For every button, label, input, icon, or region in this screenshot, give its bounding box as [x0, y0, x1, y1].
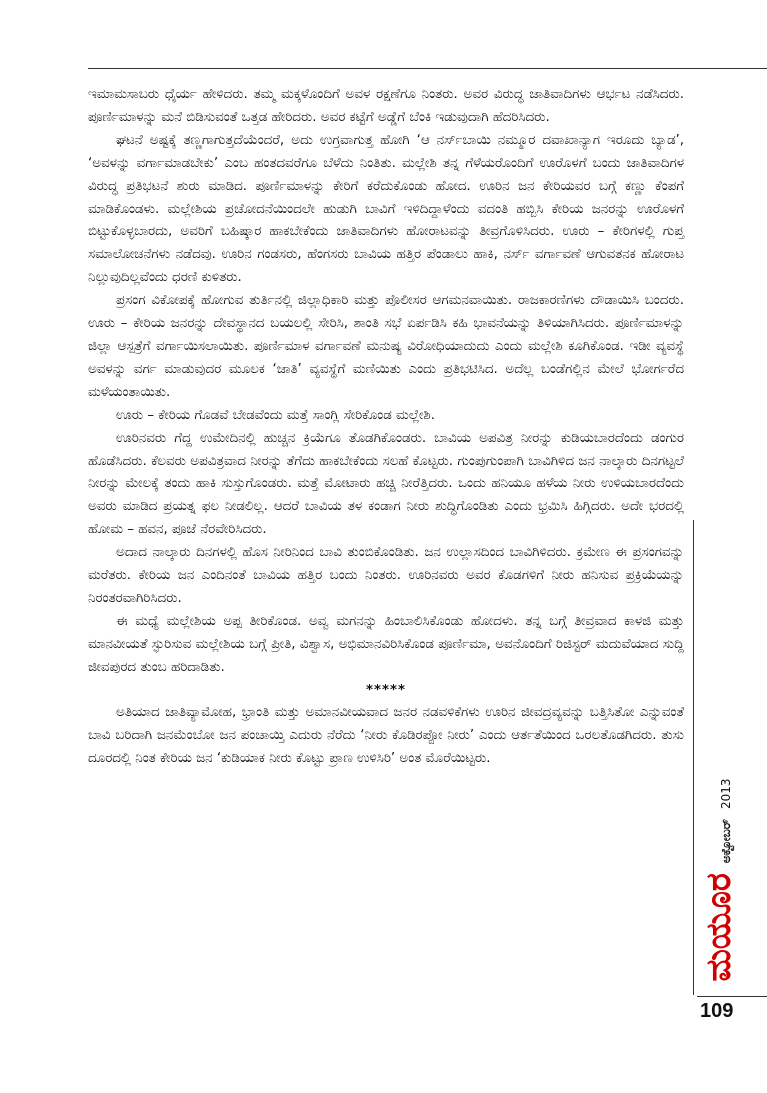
- footer-rule: [697, 996, 767, 997]
- page-number: 109: [700, 1000, 734, 1022]
- article-paragraph: ಪ್ರಸಂಗ ವಿಕೋಪಕ್ಕೆ ಹೋಗುವ ತುರ್ತಿನಲ್ಲಿ ಜಿಲ್ಲಾಧಿಕಾರಿ ಮತ್ತು ಪೊಲೀಸರ ಆಗಮನವಾಯಿತು. ರಾಜಕಾರಣಿಗಳು ದೌಡಾಯಿಸಿ ಬಂದರು. ಊರು – ಕೇರಿಯ ಜನರನ್ನು ದೇವಸ್ಥಾನದ ಬಯಲಲ್ಲಿ ಸೇರಿಸಿ, ಶಾಂತಿ ಸಭೆ ಏರ್ಪಡಿಸಿ ಕಹಿ ಭಾವನೆಯನ್ನು ತಿಳಿಯಾಗಿಸಿದರು. ಪೂರ್ಣಿಮಾಳನ್ನು ಜಿಲ್ಲಾ ಆಸ್ಪತ್ರೆಗೆ ವರ್ಗಾಯಿಸಲಾಯಿತು. ಪೂರ್ಣಿಮಾಳ ವರ್ಗಾವಣೆ ಮನುಷ್ಯ ವಿರೋಧಿಯಾದುದು ಎಂದು ಮಲ್ಲೇಶಿ ಕೂಗಿಕೊಂಡ. ಇಡೀ ವ್ಯವಸ್ಥೆ ಅವಳನ್ನು ವರ್ಗ ಮಾಡುವುದರ ಮೂಲಕ ‘ಜಾತಿ’ ವ್ಯವಸ್ಥೆಗೆ ಮಣಿಯಿತು ಎಂದು ಪ್ರತಿಭಟಿಸಿದ. ಅದೆಲ್ಲ ಬಂಡೆಗಲ್ಲಿನ ಮೇಲೆ ಭೋರ್ಗರೆದ ಮಳೆಯಂತಾಯಿತು.: [88, 293, 684, 400]
- magazine-masthead: [697, 770, 741, 990]
- section-separator: *****: [365, 682, 406, 698]
- issue-year: 2013: [719, 778, 733, 809]
- article-paragraph: ಊರಿನವರು ಗೆದ್ದ ಉಮೇದಿನಲ್ಲಿ ಹುಚ್ಚನ ಕ್ರಿಯೆಗೂ ತೊಡಗಿಕೊಂಡರು. ಬಾವಿಯ ಅಪವಿತ್ರ ನೀರನ್ನು ಕುಡಿಯಬಾರದೆಂದು ಡಂಗುರ ಹೊಡೆಸಿದರು. ಕೆಲವರು ಅಪವಿತ್ರವಾದ ನೀರನ್ನು ತೆಗೆದು ಹಾಕಬೇಕೆಂದು ಸಲಹೆ ಕೊಟ್ಟರು. ಗುಂಪುಗುಂಪಾಗಿ ಬಾವಿಗಿಳಿದ ಜನ ನಾಲ್ಕಾರು ದಿನಗಟ್ಟಲೆ ನೀರನ್ನು ಮೇಲಕ್ಕೆ ತಂದು ಹಾಕಿ ಸುಸ್ತುಗೊಂಡರು. ಮತ್ತೆ ಮೋಟಾರು ಹಚ್ಚಿ ನೀರೆತ್ತಿದರು. ಒಂದು ಹನಿಯೂ ಹಳೆಯ ನೀರು ಉಳಿಯಬಾರದೆಂದು ಅವರು ಮಾಡಿದ ಪ್ರಯತ್ನ ಫಲ ನೀಡಲಿಲ್ಲ. ಆದರೆ ಬಾವಿಯ ತಳ ಕಂಡಾಗ ನೀರು ಶುದ್ಧಿಗೊಂಡಿತು ಎಂದು ಭ್ರಮಿಸಿ ಹಿಗ್ಗಿದರು. ಅದೇ ಭರದಲ್ಲಿ ಹೋಮ – ಹವನ, ಪೂಜೆ ನೆರವೇರಿಸಿದರು.: [88, 430, 684, 538]
- closing-paragraph: ಅತಿಯಾದ ಜಾತಿವ್ಯಾಮೋಹ, ಭ್ರಾಂತಿ ಮತ್ತು ಅಮಾನವೀಯವಾದ ಜನರ ನಡವಳಿಕೆಗಳು ಊರಿನ ಜೀವದ್ರವ್ಯವನ್ನು ಬತ್ತಿಸಿತೋ ಎನ್ನುವಂತೆ ಬಾವಿ ಬರಿದಾಗಿ ಜನಮೆಂಬೋ ಜನ ಪಂಚಾಯ್ತಿ ಎದುರು ನೆರೆದು ‘ನೀರು ಕೊಡಿರಪ್ಪೋ ನೀರು’ ಎಂದು ಆರ್ತತೆಯಿಂದ ಒರಲತೊಡಗಿದರು. ತುಸು ದೂರದಲ್ಲಿ ನಿಂತ ಕೇರಿಯ ಜನ ‘ಕುಡಿಯಾಕ ನೀರು ಕೊಟ್ಟು ಪ್ರಾಣ ಉಳಿಸಿರಿ’ ಅಂತ ಮೊರೆಯಿಟ್ಟರು.: [88, 705, 684, 767]
- header-rule: [88, 68, 767, 69]
- article-paragraph: ಈ ಮಧ್ಯೆ ಮಲ್ಲೇಶಿಯ ಅಪ್ಪ ತೀರಿಕೊಂಡ. ಅವ್ವ ಮಗನನ್ನು ಹಿಂಬಾಲಿಸಿಕೊಂಡು ಹೋದಳು. ತನ್ನ ಬಗ್ಗೆ ತೀವ್ರವಾದ ಕಾಳಜಿ ಮತ್ತು ಮಾನವೀಯತೆ ಸ್ಫುರಿಸುವ ಮಲ್ಲೇಶಿಯ ಬಗ್ಗೆ ಪ್ರೀತಿ, ವಿಶ್ವಾಸ, ಅಭಿಮಾನವಿರಿಸಿಕೊಂಡ ಪೂರ್ಣಿಮಾ, ಅವನೊಂದಿಗೆ ರಿಜಿಸ್ಟರ್ ಮದುವೆಯಾದ ಸುದ್ದಿ ಜೀವಪುರದ ತುಂಬ ಹರಿದಾಡಿತು.: [88, 613, 684, 675]
- margin-rule: [693, 520, 694, 995]
- magazine-logo: ಮಯೂರ: [699, 873, 739, 982]
- article-body: [88, 84, 684, 771]
- article-paragraph: ಘಟನೆ ಅಷ್ಟಕ್ಕೆ ತಣ್ಣಗಾಗುತ್ತದೆಯೆಂದರೆ, ಅದು ಉಗ್ರವಾಗುತ್ತ ಹೋಗಿ ‘ಆ ನರ್ಸ್‌ಬಾಯಿ ನಮ್ಮೂರ ದವಾಖಾನ್ಯಾಗ ಇರೂದು ಬ್ಯಾಡ’, ‘ಅವಳನ್ನು ವರ್ಗಾಮಾಡಬೇಕು’ ಎಂಬ ಹಂತದವರೆಗೂ ಬೆಳೆದು ನಿಂತಿತು. ಮಲ್ಲೇಶಿ ತನ್ನ ಗೆಳೆಯರೊಂದಿಗೆ ಊರೊಳಗೆ ಬಂದು ಜಾತಿವಾದಿಗಳ ವಿರುದ್ಧ ಪ್ರತಿಭಟನೆ ಶುರು ಮಾಡಿದ. ಪೂರ್ಣಿಮಾಳನ್ನು ಕೇರಿಗೆ ಕರೆದುಕೊಂಡು ಹೋದ. ಊರಿನ ಜನ ಕೇರಿಯವರ ಬಗ್ಗೆ ಕಣ್ಣು ಕೆಂಪಗೆ ಮಾಡಿಕೊಂಡಳು. ಮಲ್ಲೇಶಿಯ ಪ್ರಚೋದನೆಯಿಂದಲೇ ಹುಡುಗಿ ಬಾವಿಗೆ ಇಳಿದಿದ್ದಾಳೆಂದು ವದಂತಿ ಹಬ್ಬಿಸಿ ಕೇರಿಯ ಜನರನ್ನು ಊರೊಳಗೆ ಬಿಟ್ಟುಕೊಳ್ಳಬಾರದು, ಅವರಿಗೆ ಬಹಿಷ್ಕಾರ ಹಾಕಬೇಕೆಂದು ಜಾತಿವಾದಿಗಳು ಹೋರಾಟವನ್ನು ತೀವ್ರಗೊಳಿಸಿದರು. ಊರು – ಕೇರಿಗಳಲ್ಲಿ ಗುಪ್ತ ಸಮಾಲೋಚನೆಗಳು ನಡೆದವು. ಊರಿನ ಗಂಡಸರು, ಹೆಂಗಸರು ಬಾವಿಯ ಹತ್ತಿರ ಪೆಂಡಾಲು ಹಾಕಿ, ನರ್ಸ್ ವರ್ಗಾವಣೆ ಆಗುವತನಕ ಹೋರಾಟ ನಿಲ್ಲುವುದಿಲ್ಲವೆಂದು ಧರಣಿ ಕುಳಿತರು.: [88, 132, 684, 286]
- issue-month: ಅಕ್ಟೋಬರ್: [719, 818, 733, 864]
- article-paragraph: ಊರು – ಕೇರಿಯ ಗೊಡವೆ ಬೇಡವೆಂದು ಮತ್ತೆ ಸಾಂಗ್ಲಿ ಸೇರಿಕೊಂಡ ಮಲ್ಲೇಶಿ.: [116, 407, 435, 423]
- article-paragraph: ಇಮಾಮಸಾಬರು ಧೈರ್ಯ ಹೇಳಿದರು. ತಮ್ಮ ಮಕ್ಕಳೊಂದಿಗೆ ಅವಳ ರಕ್ಷಣೆಗೂ ನಿಂತರು. ಅವರ ವಿರುದ್ಧ ಜಾತಿವಾದಿಗಳು ಆರ್ಭಟ ನಡೆಸಿದರು. ಪೂರ್ಣಿಮಾಳನ್ನು ಮನೆ ಬಿಡಿಸುವಂತೆ ಒತ್ತಡ ಹೇರಿದರು. ಅವರ ಕಟ್ಟೆಗೆ ಅಡ್ಡೆಗೆ ಬೆಂಕಿ ಇಡುವುದಾಗಿ ಹೆದರಿಸಿದರು.: [88, 87, 684, 125]
- article-paragraph: ಅದಾದ ನಾಲ್ಕಾರು ದಿನಗಳಲ್ಲಿ ಹೊಸ ನೀರಿನಿಂದ ಬಾವಿ ತುಂಬಿಕೊಂಡಿತು. ಜನ ಉಲ್ಲಾಸದಿಂದ ಬಾವಿಗಿಳಿದರು. ಕ್ರಮೇಣ ಈ ಪ್ರಸಂಗವನ್ನು ಮರೆತರು. ಕೇರಿಯ ಜನ ಎಂದಿನಂತೆ ಬಾವಿಯ ಹತ್ತಿರ ಬಂದು ನಿಂತರು. ಊರಿನವರು ಅವರ ಕೊಡಗಳಿಗೆ ನೀರು ಹನಿಸುವ ಪ್ರಕ್ರಿಯೆಯನ್ನು ನಿರಂತರವಾಗಿರಿಸಿದರು.: [88, 545, 684, 606]
